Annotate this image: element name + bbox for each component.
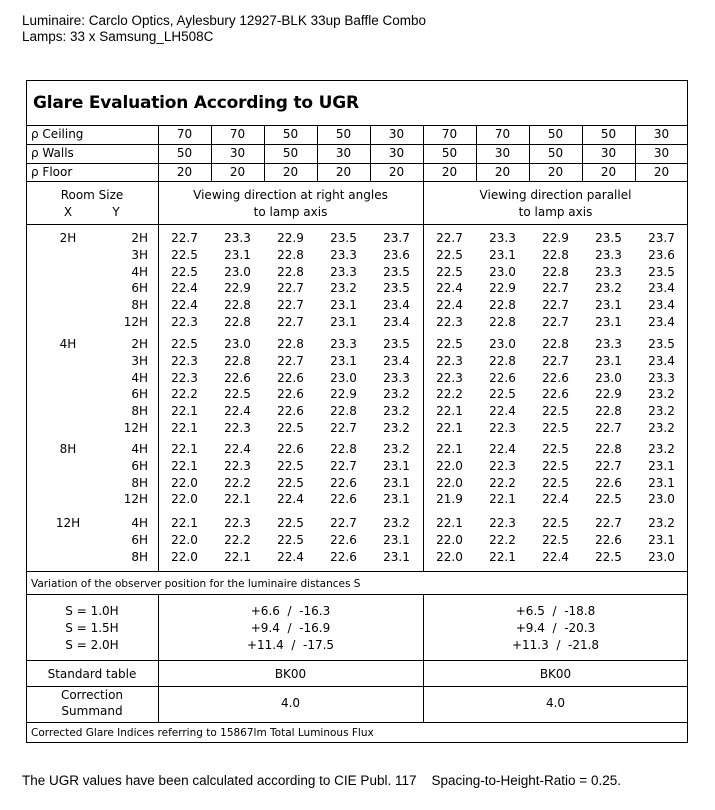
correction-parallel: 4.0 [545, 696, 566, 710]
ugr-value: 22.8 [489, 298, 516, 312]
ugr-value: 23.0 [224, 337, 251, 351]
reflectance-value: 30 [335, 146, 352, 160]
ugr-value: 23.0 [489, 337, 516, 351]
ugr-value: 22.5 [171, 265, 198, 279]
ugr-value: 22.5 [542, 459, 569, 473]
ugr-value: 22.7 [171, 231, 198, 245]
ugr-value: 22.1 [224, 492, 251, 506]
ugr-value: 22.2 [436, 387, 463, 401]
ugr-value: 23.1 [595, 298, 622, 312]
variation-parallel-value: +9.4 / -20.3 [515, 621, 596, 635]
ugr-value: 23.0 [489, 265, 516, 279]
ugr-value: 22.1 [171, 459, 198, 473]
ugr-value: 22.4 [489, 442, 516, 456]
ugr-value: 22.7 [277, 315, 304, 329]
ugr-value: 22.4 [436, 298, 463, 312]
ugr-value: 22.5 [277, 476, 304, 490]
ugr-value: 22.1 [171, 442, 198, 456]
rule-correction [26, 722, 688, 723]
ugr-value: 22.4 [171, 281, 198, 295]
rule-title [26, 125, 688, 126]
reflectance-value: 20 [653, 165, 670, 179]
ugr-value: 22.3 [171, 315, 198, 329]
rule-headers [26, 224, 688, 225]
ugr-value: 23.1 [330, 354, 357, 368]
ugr-value: 22.0 [436, 550, 463, 564]
ugr-value: 22.7 [277, 298, 304, 312]
ugr-value: 23.2 [383, 516, 410, 530]
ugr-value: 22.3 [224, 459, 251, 473]
ugr-value: 21.9 [436, 492, 463, 506]
ugr-value: 22.4 [542, 492, 569, 506]
rule-variation [26, 660, 688, 661]
ugr-value: 23.2 [383, 387, 410, 401]
ugr-value: 23.3 [330, 265, 357, 279]
ugr-value: 22.3 [436, 354, 463, 368]
ugr-value: 22.7 [542, 354, 569, 368]
reflectance-value: 20 [494, 165, 511, 179]
ugr-value: 23.2 [595, 281, 622, 295]
ugr-value: 22.1 [224, 550, 251, 564]
ugr-value: 22.1 [436, 421, 463, 435]
variation-right-value: +11.4 / -17.5 [246, 638, 335, 652]
ugr-value: 22.6 [542, 371, 569, 385]
y-header: Y [112, 205, 120, 219]
x-header: X [63, 205, 73, 219]
ugr-value: 22.5 [542, 404, 569, 418]
ugr-value: 22.0 [171, 476, 198, 490]
ugr-value: 22.9 [277, 231, 304, 245]
ugr-value: 22.4 [277, 550, 304, 564]
reflectance-value: 30 [494, 146, 511, 160]
ugr-value: 23.5 [330, 231, 357, 245]
ugr-value: 22.5 [542, 533, 569, 547]
reflectance-value: 20 [282, 165, 299, 179]
ugr-value: 22.3 [489, 459, 516, 473]
ugr-value: 22.8 [224, 354, 251, 368]
ugr-value: 23.3 [383, 371, 410, 385]
ugr-value: 22.5 [595, 550, 622, 564]
ugr-value: 22.6 [330, 476, 357, 490]
ugr-value: 23.4 [383, 354, 410, 368]
ugr-value: 23.5 [383, 265, 410, 279]
footer-note: The UGR values have been calculated according to CIE Publ. 117 Spacing-to-Height-Ratio = 0.25. [22, 773, 621, 788]
ugr-value: 22.5 [171, 248, 198, 262]
correction-label: Correction [60, 688, 124, 702]
ugr-value: 23.5 [383, 337, 410, 351]
room-y-value: 8H [131, 550, 148, 564]
ugr-value: 22.5 [436, 337, 463, 351]
ugr-value: 22.3 [489, 516, 516, 530]
ugr-value: 22.8 [277, 265, 304, 279]
reflectance-value: 30 [388, 146, 405, 160]
ugr-value: 22.8 [542, 248, 569, 262]
ugr-value: 23.0 [648, 550, 675, 564]
rule-floor [26, 181, 688, 182]
lamps-line: Lamps: 33 x Samsung_LH508C [22, 29, 214, 44]
ugr-value: 23.7 [383, 231, 410, 245]
ugr-value: 22.9 [542, 231, 569, 245]
ugr-value: 23.4 [648, 281, 675, 295]
rule-standard-table [26, 686, 688, 687]
ugr-value: 22.1 [436, 516, 463, 530]
ugr-value: 22.5 [436, 265, 463, 279]
correction-right: 4.0 [280, 696, 301, 710]
reflectance-value: 20 [176, 165, 193, 179]
reflectance-value: 50 [282, 146, 299, 160]
ugr-value: 23.1 [383, 533, 410, 547]
reflectance-value: 50 [547, 127, 564, 141]
reflectance-label: ρ Walls [31, 146, 74, 160]
ugr-value: 22.1 [489, 492, 516, 506]
ugr-value: 22.2 [224, 533, 251, 547]
ugr-value: 23.4 [383, 315, 410, 329]
ugr-value: 23.6 [383, 248, 410, 262]
standard-table-right: BK00 [274, 667, 307, 681]
room-y-value: 3H [131, 248, 148, 262]
variation-label: S = 1.5H [65, 621, 119, 635]
ugr-value: 22.5 [436, 248, 463, 262]
ugr-value: 22.9 [224, 281, 251, 295]
ugr-value: 22.5 [542, 516, 569, 530]
ugr-value: 23.0 [648, 492, 675, 506]
ugr-value: 22.9 [330, 387, 357, 401]
ugr-value: 22.6 [595, 476, 622, 490]
reflectance-value: 30 [229, 146, 246, 160]
ugr-value: 22.7 [595, 516, 622, 530]
room-y-value: 8H [131, 404, 148, 418]
ugr-value: 23.2 [648, 387, 675, 401]
reflectance-value: 30 [600, 146, 617, 160]
ugr-value: 23.3 [330, 248, 357, 262]
ugr-value: 22.6 [277, 404, 304, 418]
ugr-value: 22.6 [489, 371, 516, 385]
reflectance-label: ρ Floor [31, 165, 73, 179]
ugr-value: 22.6 [277, 371, 304, 385]
ugr-value: 22.7 [330, 421, 357, 435]
ugr-value: 22.9 [595, 387, 622, 401]
room-x-value: 8H [59, 442, 77, 456]
ugr-value: 22.8 [224, 315, 251, 329]
ugr-value: 23.1 [489, 248, 516, 262]
room-x-value: 4H [59, 337, 77, 351]
reflectance-value: 70 [494, 127, 511, 141]
room-y-value: 4H [131, 371, 148, 385]
rule-variation-note [26, 594, 688, 595]
ugr-value: 23.1 [648, 459, 675, 473]
ugr-value: 22.0 [436, 533, 463, 547]
ugr-value: 22.1 [171, 421, 198, 435]
ugr-value: 22.8 [330, 404, 357, 418]
ugr-value: 23.5 [648, 337, 675, 351]
ugr-value: 22.8 [330, 442, 357, 456]
room-y-value: 2H [131, 231, 148, 245]
reflectance-value: 50 [600, 127, 617, 141]
ugr-value: 22.7 [595, 459, 622, 473]
ugr-value: 22.2 [489, 476, 516, 490]
ugr-value: 22.8 [595, 404, 622, 418]
ugr-value: 23.3 [648, 371, 675, 385]
reflectance-value: 20 [441, 165, 458, 179]
ugr-value: 23.1 [595, 354, 622, 368]
standard-table-parallel: BK00 [539, 667, 572, 681]
ugr-value: 22.1 [436, 404, 463, 418]
room-y-value: 6H [131, 459, 148, 473]
ugr-value: 23.2 [648, 421, 675, 435]
ugr-value: 22.2 [171, 387, 198, 401]
reflectance-value: 20 [229, 165, 246, 179]
reflectance-value: 50 [282, 127, 299, 141]
ugr-value: 22.8 [489, 315, 516, 329]
ugr-value: 23.6 [648, 248, 675, 262]
ugr-value: 23.1 [383, 492, 410, 506]
rule-data-end [26, 571, 688, 572]
reflectance-value: 50 [441, 146, 458, 160]
ugr-value: 22.0 [436, 459, 463, 473]
reflectance-value: 30 [653, 146, 670, 160]
ugr-value: 22.7 [277, 354, 304, 368]
ugr-value: 22.3 [224, 421, 251, 435]
ugr-value: 23.4 [383, 298, 410, 312]
ugr-value: 22.0 [171, 533, 198, 547]
ugr-value: 22.8 [542, 265, 569, 279]
room-x-value: 2H [59, 231, 77, 245]
ugr-value: 22.7 [595, 421, 622, 435]
ugr-value: 23.1 [330, 315, 357, 329]
reflectance-value: 70 [229, 127, 246, 141]
reflectance-value: 20 [547, 165, 564, 179]
reflectance-value: 30 [388, 127, 405, 141]
ugr-value: 22.3 [436, 315, 463, 329]
parallel-header: to lamp axis [518, 205, 593, 219]
room-y-value: 4H [131, 516, 148, 530]
parallel-header: Viewing direction parallel [479, 188, 632, 202]
room-y-value: 12H [123, 315, 148, 329]
ugr-value: 22.1 [436, 442, 463, 456]
room-y-value: 8H [131, 476, 148, 490]
reflectance-value: 20 [600, 165, 617, 179]
room-y-value: 12H [123, 421, 148, 435]
ugr-value: 22.7 [436, 231, 463, 245]
ugr-value: 22.5 [277, 516, 304, 530]
ugr-value: 23.7 [648, 231, 675, 245]
room-y-value: 2H [131, 337, 148, 351]
ugr-value: 23.0 [595, 371, 622, 385]
ugr-value: 23.3 [595, 248, 622, 262]
ugr-value: 22.7 [277, 281, 304, 295]
ugr-value: 22.8 [277, 337, 304, 351]
reflectance-value: 70 [176, 127, 193, 141]
ugr-value: 22.4 [489, 404, 516, 418]
ugr-value: 22.3 [171, 371, 198, 385]
ugr-value: 23.1 [648, 533, 675, 547]
ugr-value: 23.2 [383, 442, 410, 456]
ugr-value: 23.2 [648, 442, 675, 456]
room-y-value: 3H [131, 354, 148, 368]
ugr-value: 22.6 [277, 442, 304, 456]
right-angles-header: Viewing direction at right angles [193, 188, 388, 202]
ugr-value: 22.7 [542, 315, 569, 329]
ugr-value: 22.4 [436, 281, 463, 295]
ugr-value: 23.2 [330, 281, 357, 295]
ugr-value: 22.0 [436, 476, 463, 490]
ugr-value: 22.4 [171, 298, 198, 312]
rule-ceiling [26, 144, 688, 145]
ugr-value: 23.3 [330, 337, 357, 351]
ugr-value: 22.1 [489, 550, 516, 564]
variation-parallel-value: +11.3 / -21.8 [511, 638, 600, 652]
ugr-value: 22.8 [224, 298, 251, 312]
reflectance-value: 20 [388, 165, 405, 179]
ugr-value: 22.4 [224, 442, 251, 456]
ugr-value: 23.2 [383, 421, 410, 435]
reflectance-value: 30 [653, 127, 670, 141]
ugr-value: 22.5 [277, 421, 304, 435]
ugr-value: 22.5 [542, 476, 569, 490]
ugr-value: 22.8 [489, 354, 516, 368]
ugr-value: 23.5 [648, 265, 675, 279]
ugr-value: 22.5 [542, 421, 569, 435]
ugr-value: 23.2 [648, 516, 675, 530]
ugr-value: 22.6 [330, 550, 357, 564]
ugr-value: 22.2 [489, 533, 516, 547]
ugr-value: 23.2 [383, 404, 410, 418]
ugr-value: 23.5 [595, 231, 622, 245]
ugr-value: 22.5 [277, 533, 304, 547]
ugr-value: 23.0 [224, 265, 251, 279]
ugr-value: 23.1 [383, 459, 410, 473]
ugr-value: 23.4 [648, 315, 675, 329]
ugr-value: 22.6 [277, 387, 304, 401]
room-x-value: 12H [55, 516, 81, 530]
ugr-value: 22.6 [542, 387, 569, 401]
standard-table-label: Standard table [47, 667, 137, 681]
ugr-value: 22.7 [330, 516, 357, 530]
ugr-value: 23.1 [383, 550, 410, 564]
variation-right-value: +9.4 / -16.9 [250, 621, 331, 635]
ugr-value: 23.4 [648, 354, 675, 368]
ugr-value: 22.0 [171, 550, 198, 564]
reflectance-value: 20 [335, 165, 352, 179]
ugr-value: 23.1 [330, 298, 357, 312]
corrected-note: Corrected Glare Indices referring to 15867lm Total Luminous Flux [31, 727, 374, 739]
ugr-value: 22.7 [542, 281, 569, 295]
table-title: Glare Evaluation According to UGR [33, 93, 359, 113]
ugr-value: 22.9 [489, 281, 516, 295]
ugr-value: 22.8 [542, 337, 569, 351]
rule-walls [26, 163, 688, 164]
room-y-value: 4H [131, 442, 148, 456]
ugr-value: 22.4 [542, 550, 569, 564]
ugr-value: 22.2 [224, 476, 251, 490]
ugr-value: 22.3 [171, 354, 198, 368]
reflectance-value: 50 [335, 127, 352, 141]
ugr-value: 22.6 [595, 533, 622, 547]
room-size-header: Room Size [60, 188, 124, 202]
ugr-value: 22.5 [224, 387, 251, 401]
room-y-value: 6H [131, 281, 148, 295]
ugr-value: 22.6 [330, 533, 357, 547]
ugr-value: 23.3 [489, 231, 516, 245]
ugr-value: 22.5 [277, 459, 304, 473]
ugr-value: 22.8 [277, 248, 304, 262]
ugr-value: 22.5 [595, 492, 622, 506]
luminaire-line: Luminaire: Carclo Optics, Aylesbury 12927-BLK 33up Baffle Combo [22, 13, 426, 28]
variation-label: S = 1.0H [65, 604, 119, 618]
ugr-value: 22.3 [436, 371, 463, 385]
ugr-value: 22.1 [171, 516, 198, 530]
reflectance-value: 50 [547, 146, 564, 160]
room-y-value: 6H [131, 533, 148, 547]
ugr-value: 23.1 [383, 476, 410, 490]
ugr-value: 22.6 [330, 492, 357, 506]
room-y-value: 6H [131, 387, 148, 401]
reflectance-value: 70 [441, 127, 458, 141]
room-y-value: 8H [131, 298, 148, 312]
room-y-value: 12H [123, 492, 148, 506]
room-y-value: 4H [131, 265, 148, 279]
ugr-value: 22.4 [277, 492, 304, 506]
ugr-value: 23.3 [224, 231, 251, 245]
variation-note: Variation of the observer position for the luminaire distances S [31, 578, 361, 590]
variation-parallel-value: +6.5 / -18.8 [515, 604, 596, 618]
ugr-value: 23.5 [383, 281, 410, 295]
variation-label: S = 2.0H [65, 638, 119, 652]
ugr-value: 22.5 [171, 337, 198, 351]
ugr-value: 22.5 [542, 442, 569, 456]
ugr-value: 22.5 [489, 387, 516, 401]
ugr-value: 22.8 [595, 442, 622, 456]
ugr-value: 23.3 [595, 337, 622, 351]
ugr-value: 22.3 [489, 421, 516, 435]
ugr-value: 22.3 [224, 516, 251, 530]
ugr-value: 23.3 [595, 265, 622, 279]
ugr-value: 23.4 [648, 298, 675, 312]
ugr-value: 22.7 [330, 459, 357, 473]
ugr-value: 23.1 [648, 476, 675, 490]
variation-right-value: +6.6 / -16.3 [250, 604, 331, 618]
right-angles-header: to lamp axis [253, 205, 328, 219]
ugr-value: 22.6 [224, 371, 251, 385]
ugr-value: 22.7 [542, 298, 569, 312]
ugr-value: 23.0 [330, 371, 357, 385]
ugr-value: 23.1 [595, 315, 622, 329]
correction-label: Summand [61, 704, 123, 718]
reflectance-value: 50 [176, 146, 193, 160]
ugr-value: 22.0 [171, 492, 198, 506]
ugr-value: 22.4 [224, 404, 251, 418]
ugr-value: 22.1 [171, 404, 198, 418]
ugr-value: 23.1 [224, 248, 251, 262]
reflectance-label: ρ Ceiling [31, 127, 84, 141]
ugr-value: 23.2 [648, 404, 675, 418]
